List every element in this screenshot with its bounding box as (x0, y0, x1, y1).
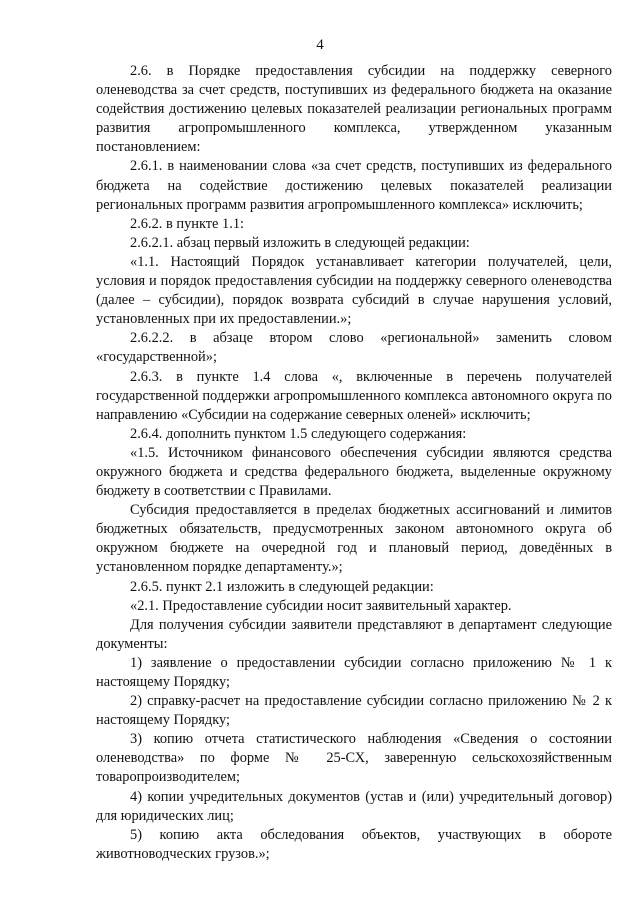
paragraph: 2.6.2.1. абзац первый изложить в следующей редакции: (130, 234, 470, 251)
paragraph: «1.5. Источником финансового обеспечения субсидии являются средства окружного бюджета и средства федерального бюджета, выделенные окружному бюджету в соответствии с Правилами. (96, 444, 612, 500)
page-number: 4 (316, 37, 324, 53)
list-item: 3) копию отчета статистического наблюдения «Сведения о состоянии оленеводства» по форме № 25-СХ, заверенную сельскохозяйственным товаропроизводителем; (96, 731, 612, 786)
list-item: 2) справку-расчет на предоставление субсидии согласно приложению № 2 к настоящему Порядку; (96, 693, 612, 729)
paragraph: 2.6.2. в пункте 1.1: (130, 215, 245, 232)
list-item: 5) копию акта обследования объектов, участвующих в обороте животноводческих грузов.»; (96, 826, 612, 862)
paragraph: Для получения субсидии заявители представляют в департамент следующие документы: (96, 616, 612, 652)
paragraph: «1.1. Настоящий Порядок устанавливает категории получателей, цели, условия и порядок предоставления субсидии на поддержку северного оленеводства (далее – субсидии), порядок возврата субсидий в случае нарушения условий, установленных при их предоставлении.»; (96, 253, 612, 328)
paragraph: 2.6.4. дополнить пунктом 1.5 следующего содержания: (130, 425, 467, 442)
paragraph: Субсидия предоставляется в пределах бюджетных ассигнований и лимитов бюджетных обязательств, предусмотренных законом автономного округа об окружном бюджете на очередной год и плановый период, доведённых в установленном порядке департаменту.»; (96, 502, 612, 576)
paragraph: 2.6.1. в наименовании слова «за счет средств, поступивших из федерального бюджета на содействие достижению целевых показателей реализации региональных программ развития агропромышленного комплекса» исключить; (96, 158, 612, 213)
paragraph: 2.6.3. в пункте 1.4 слова «, включенные в перечень получателей государственной поддержки агропромышленного комплекса автономного округа по направлению «Субсидии на содержание северных оленей» исключить; (96, 368, 612, 423)
document-body (96, 62, 612, 864)
paragraph: 2.6.2.2. в абзаце втором слово «региональной» заменить словом «государственной»; (96, 330, 612, 366)
list-item: 1) заявление о предоставлении субсидии согласно приложению № 1 к настоящему Порядку; (96, 654, 612, 690)
paragraph: 2.6.5. пункт 2.1 изложить в следующей редакции: (130, 578, 434, 595)
paragraph: 2.6. в Порядке предоставления субсидии на поддержку северного оленеводства за счет средств, поступивших из федерального бюджета на оказание содействия достижению целевых показателей реализации региональных программ развития агропромышленного комплекса, утвержденном указанным постановлением: (96, 63, 612, 156)
paragraph: «2.1. Предоставление субсидии носит заявительный характер. (130, 597, 512, 614)
list-item: 4) копии учредительных документов (устав и (или) учредительный договор) для юридических лиц; (96, 788, 612, 824)
